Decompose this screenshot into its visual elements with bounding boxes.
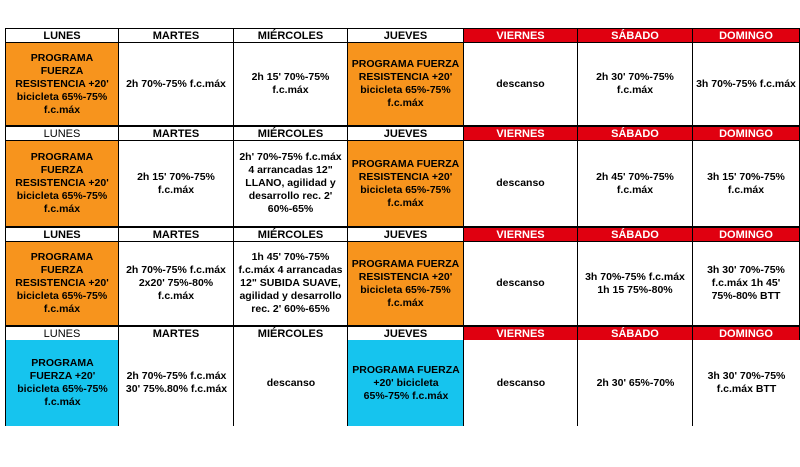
- session-miercoles: 2h' 70%-75% f.c.máx 4 arrancadas 12" LLANO, agilidad y desarrollo rec. 2' 60%-65%: [233, 140, 348, 227]
- day-header-martes: MARTES: [118, 126, 234, 141]
- week-1: [5, 28, 799, 126]
- week-3: [5, 227, 799, 326]
- session-martes: 2h 15' 70%-75% f.c.máx: [118, 140, 234, 227]
- session-jueves: PROGRAMA FUERZA +20' bicicleta 65%-75% f.c.máx: [347, 340, 464, 426]
- day-header-domingo: DOMINGO: [692, 126, 800, 141]
- week-4: [5, 326, 799, 426]
- session-sabado: 3h 70%-75% f.c.máx 1h 15 75%-80%: [577, 241, 693, 326]
- day-header-lunes: LUNES: [5, 126, 119, 141]
- session-lunes: PROGRAMA FUERZA +20' bicicleta 65%-75% f.c.máx: [5, 340, 119, 426]
- session-martes: 2h 70%-75% f.c.máx: [118, 42, 234, 126]
- day-header-miercoles: MIÉRCOLES: [233, 28, 348, 43]
- day-header-miercoles: MIÉRCOLES: [233, 326, 348, 341]
- day-header-jueves: JUEVES: [347, 126, 464, 141]
- session-domingo: 3h 30' 70%-75% f.c.máx BTT: [692, 340, 800, 426]
- day-header-lunes: LUNES: [5, 28, 119, 43]
- week-2: [5, 126, 799, 227]
- session-sabado: 2h 45' 70%-75% f.c.máx: [577, 140, 693, 227]
- session-martes: 2h 70%-75% f.c.máx 30' 75%.80% f.c.máx: [118, 340, 234, 426]
- session-lunes: PROGRAMA FUERZA RESISTENCIA +20' bicicleta 65%-75% f.c.máx: [5, 241, 119, 326]
- day-header-jueves: JUEVES: [347, 326, 464, 341]
- session-miercoles: 1h 45' 70%-75% f.c.máx 4 arrancadas 12" SUBIDA SUAVE, agilidad y desarrollo rec. 2' 60%-65%: [233, 241, 348, 326]
- day-header-miercoles: MIÉRCOLES: [233, 227, 348, 242]
- day-header-martes: MARTES: [118, 28, 234, 43]
- day-header-viernes: VIERNES: [463, 227, 578, 242]
- session-jueves: PROGRAMA FUERZA RESISTENCIA +20' bicicleta 65%-75% f.c.máx: [347, 42, 464, 126]
- session-lunes: PROGRAMA FUERZA RESISTENCIA +20' bicicleta 65%-75% f.c.máx: [5, 140, 119, 227]
- training-plan-table: [5, 28, 799, 426]
- session-martes: 2h 70%-75% f.c.máx 2x20' 75%-80% f.c.máx: [118, 241, 234, 326]
- session-viernes: descanso: [463, 140, 578, 227]
- session-miercoles: 2h 15' 70%-75% f.c.máx: [233, 42, 348, 126]
- day-header-viernes: VIERNES: [463, 326, 578, 341]
- day-header-martes: MARTES: [118, 326, 234, 341]
- session-domingo: 3h 30' 70%-75% f.c.máx 1h 45' 75%-80% BTT: [692, 241, 800, 326]
- day-header-domingo: DOMINGO: [692, 28, 800, 43]
- session-viernes: descanso: [463, 241, 578, 326]
- session-jueves: PROGRAMA FUERZA RESISTENCIA +20' bicicleta 65%-75% f.c.máx: [347, 140, 464, 227]
- session-jueves: PROGRAMA FUERZA RESISTENCIA +20' bicicleta 65%-75% f.c.máx: [347, 241, 464, 326]
- day-header-viernes: VIERNES: [463, 28, 578, 43]
- session-viernes: descanso: [463, 340, 578, 426]
- session-domingo: 3h 70%-75% f.c.máx: [692, 42, 800, 126]
- day-header-domingo: DOMINGO: [692, 227, 800, 242]
- day-header-sabado: SÁBADO: [577, 126, 693, 141]
- day-header-sabado: SÁBADO: [577, 28, 693, 43]
- session-lunes: PROGRAMA FUERZA RESISTENCIA +20' bicicleta 65%-75% f.c.máx: [5, 42, 119, 126]
- session-domingo: 3h 15' 70%-75% f.c.máx: [692, 140, 800, 227]
- day-header-martes: MARTES: [118, 227, 234, 242]
- session-sabado: 2h 30' 65%-70%: [577, 340, 693, 426]
- session-miercoles: descanso: [233, 340, 348, 426]
- day-header-jueves: JUEVES: [347, 227, 464, 242]
- session-sabado: 2h 30' 70%-75% f.c.máx: [577, 42, 693, 126]
- session-viernes: descanso: [463, 42, 578, 126]
- day-header-jueves: JUEVES: [347, 28, 464, 43]
- day-header-sabado: SÁBADO: [577, 227, 693, 242]
- day-header-viernes: VIERNES: [463, 126, 578, 141]
- day-header-miercoles: MIÉRCOLES: [233, 126, 348, 141]
- day-header-sabado: SÁBADO: [577, 326, 693, 341]
- day-header-lunes: LUNES: [5, 326, 119, 341]
- day-header-domingo: DOMINGO: [692, 326, 800, 341]
- day-header-lunes: LUNES: [5, 227, 119, 242]
